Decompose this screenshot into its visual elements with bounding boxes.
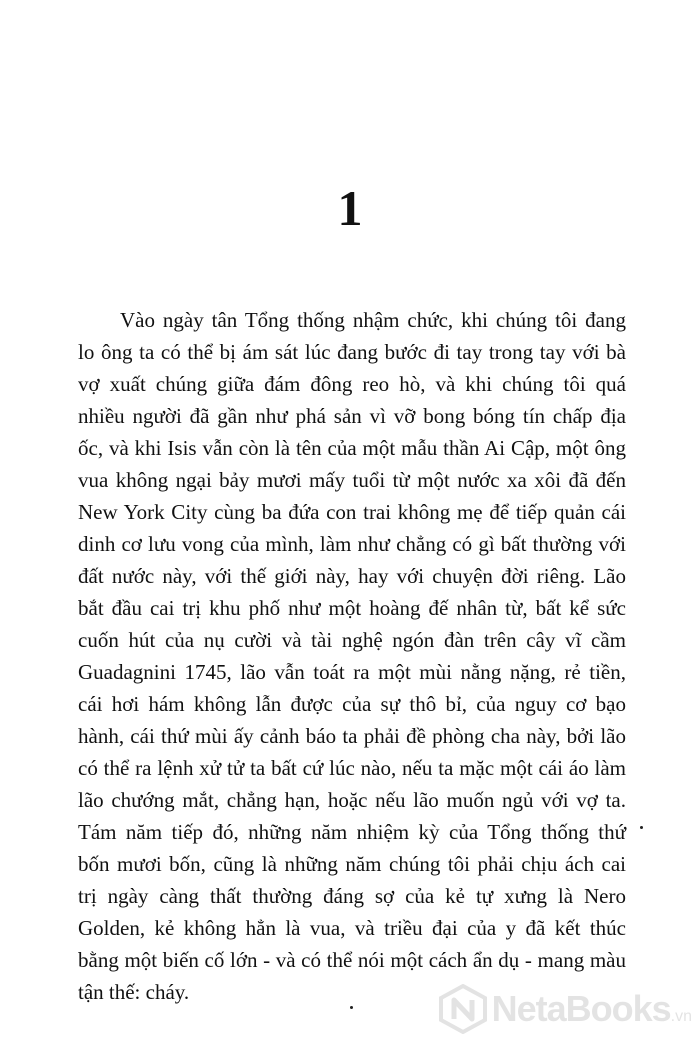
paragraph-line: lão chướng mắt, chẳng hạn, hoặc nếu lão muốn ngủ với vợ ta. [78, 788, 626, 812]
watermark [438, 984, 692, 1034]
watermark-brand: NetaBooks [491, 988, 671, 1029]
paragraph-line: ốc, và khi Isis vẫn còn là tên của một mẫu thần Ai Cập, một ông [78, 436, 626, 460]
paragraph-line: có thể ra lệnh xử tử ta bất cứ lúc nào, nếu ta mặc một cái áo làm [78, 756, 626, 780]
chapter-number: 1 [337, 180, 363, 236]
paragraph-line: trị ngày càng thất thường đáng sợ của kẻ tự xưng là Nero [78, 884, 626, 908]
netabooks-logo-icon [438, 984, 488, 1034]
print-speck [640, 826, 643, 829]
paragraph-line: nhiều người đã gần như phá sản vì vỡ bong bóng tín chấp địa [78, 404, 626, 428]
chapter-paragraph [78, 304, 626, 1008]
paragraph-line: hành, cái thứ mùi ấy cảnh báo ta phải đề phòng cha này, bởi lão [78, 724, 626, 748]
paragraph-line: lo ông ta có thể bị ám sát lúc đang bước đi tay trong tay với bà [78, 340, 626, 364]
paragraph-line: cái hơi hám không lẫn được của sự thô bỉ, của nguy cơ bạo [78, 692, 626, 716]
paragraph-line: đất nước này, với thế giới này, hay với chuyện đời riêng. Lão [78, 564, 626, 588]
paragraph-line: vợ xuất chúng giữa đám đông reo hò, và khi chúng tôi quá [78, 372, 626, 396]
paragraph-line: Golden, kẻ không hẳn là vua, và triều đại của y đã kết thúc [78, 916, 626, 940]
paragraph-line: Tám năm tiếp đó, những năm nhiệm kỳ của Tổng thống thứ [78, 820, 626, 844]
watermark-text [492, 988, 692, 1030]
print-speck [350, 1006, 353, 1009]
paragraph-line: bằng một biến cố lớn - và có thể nói một cách ẩn dụ - mang màu [78, 948, 626, 972]
paragraph-line: dinh cơ lưu vong của mình, làm như chẳng có gì bất thường với [78, 532, 626, 556]
paragraph-line: Guadagnini 1745, lão vẫn toát ra một mùi nằng nặng, rẻ tiền, [78, 660, 626, 684]
paragraph-line: cuốn hút của nụ cười và tài nghệ ngón đàn trên cây vĩ cầm [78, 628, 626, 652]
watermark-suffix: .vn [670, 1008, 692, 1025]
paragraph-line: vua không ngại bảy mươi mấy tuổi từ một nước xa xôi đã đến [78, 468, 626, 492]
paragraph-line: bốn mươi bốn, cũng là những năm chúng tôi phải chịu ách cai [78, 852, 626, 876]
paragraph-line: New York City cùng ba đứa con trai không mẹ để tiếp quản cái [78, 500, 626, 524]
paragraph-line: bắt đầu cai trị khu phố như một hoàng đế nhân từ, bất kể sức [78, 596, 626, 620]
paragraph-line: Vào ngày tân Tổng thống nhậm chức, khi chúng tôi đang [120, 308, 626, 332]
paragraph-line: tận thế: cháy. [78, 980, 190, 1004]
